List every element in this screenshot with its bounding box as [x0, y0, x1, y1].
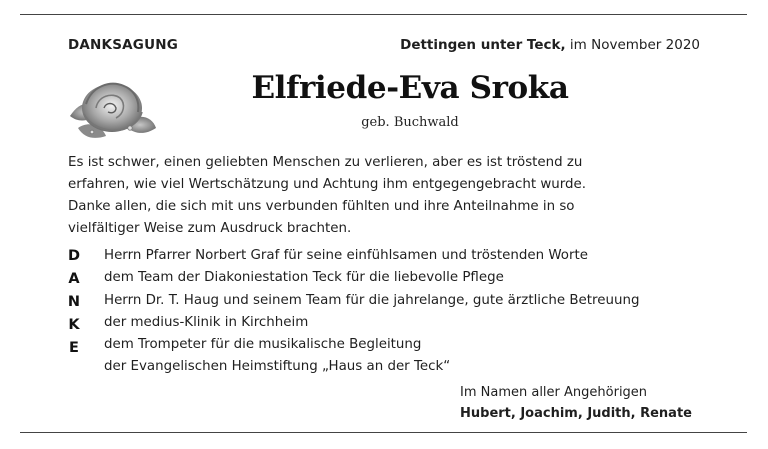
thanks-item-doctor: Herrn Dr. T. Haug und seinem Team für die jahrelange, gute ärztliche Betreuung	[104, 292, 640, 308]
place-date-line	[400, 36, 700, 54]
signature-line: Im Namen aller Angehörigen	[460, 385, 648, 400]
deceased-name: Elfriede-Eva Sroka	[251, 70, 569, 106]
birth-name: geb. Buchwald	[361, 115, 459, 130]
thanks-item-clinic: der medius-Klinik in Kirchheim	[104, 314, 309, 330]
date-text: im November 2020	[569, 37, 700, 53]
rose-icon	[62, 70, 160, 148]
intro-text: Es ist schwer, einen geliebten Menschen zu verlieren, aber es ist tröstend zu erfahren, wie viel Wertschätzung und Achtung ihm entgegengebracht wurde. Danke allen, die sich mit uns verbunden fühlten und ihre Anteilnahme in so vielfältiger Weise zum Ausdruck brachten.	[68, 155, 587, 236]
place-name: Dettingen unter Teck,	[400, 37, 566, 53]
danke-letter-e: E	[69, 340, 79, 356]
thanks-list	[104, 245, 724, 379]
signature-block	[460, 382, 720, 424]
danke-letter-a: A	[68, 271, 80, 287]
thanks-item-pastor: Herrn Pfarrer Norbert Graf für seine einfühlsamen und tröstenden Worte	[104, 248, 588, 263]
thanks-item-diakoniestation: dem Team der Diakoniestation Teck für die liebevolle Pflege	[104, 270, 504, 286]
signature-names: Hubert, Joachim, Judith, Renate	[460, 406, 692, 421]
danke-letter-d: D	[67, 248, 81, 264]
danke-letter-n: N	[67, 294, 81, 310]
thanks-item-trumpeter: dem Trompeter für die musikalische Begleitung	[104, 337, 422, 353]
danke-letter-k: K	[68, 317, 80, 333]
thanks-item-heimstiftung: der Evangelischen Heimstiftung „Haus an der Teck“	[104, 359, 451, 375]
notice-type-label: DANKSAGUNG	[68, 37, 179, 53]
